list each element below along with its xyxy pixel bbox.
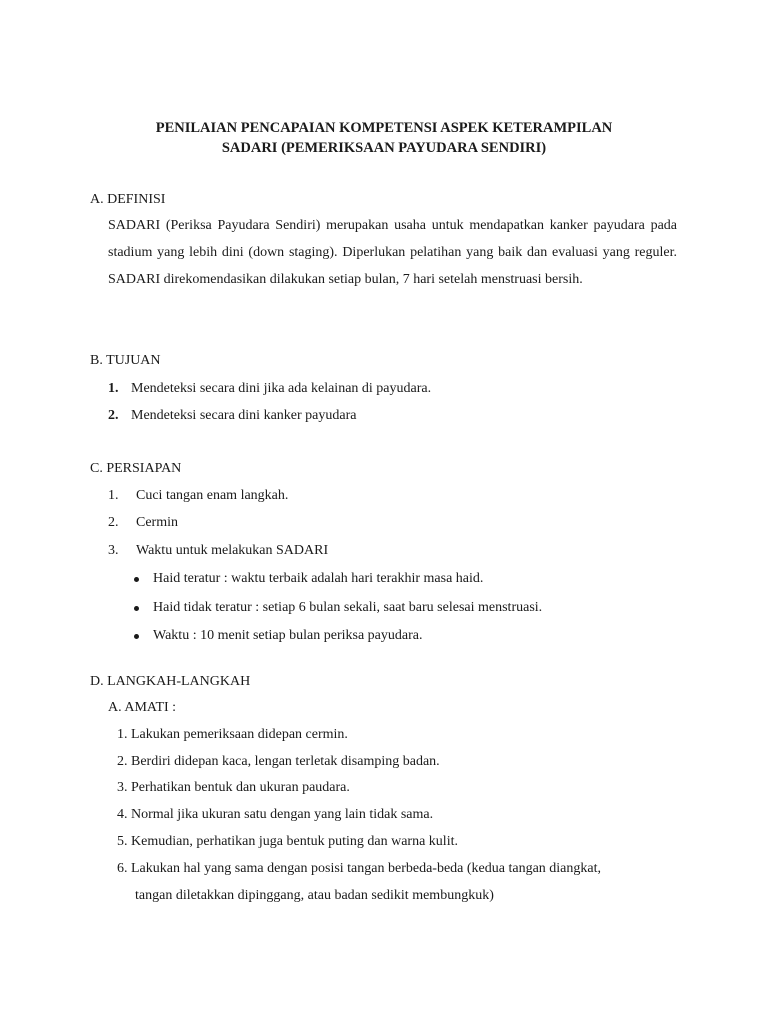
persiapan-item-2: Cermin [136,515,178,530]
persiapan-bullet-1: Haid teratur : waktu terbaik adalah hari terakhir masa haid. [153,571,484,586]
title-line-2: SADARI (PEMERIKSAAN PAYUDARA SENDIRI) [221,140,547,156]
amati-step-6: 6. Lakukan hal yang sama dengan posisi tangan berbeda-beda (kedua tangan diangkat, [117,861,601,876]
amati-step-5: 5. Kemudian, perhatikan juga bentuk puting dan warna kulit. [117,834,458,849]
tujuan-item-1: Mendeteksi secara dini jika ada kelainan di payudara. [131,381,432,396]
persiapan-bullet-3: Waktu : 10 menit setiap bulan periksa payudara. [153,628,423,643]
amati-step-1: 1. Lakukan pemeriksaan didepan cermin. [117,727,348,742]
persiapan-item-3: Waktu untuk melakukan SADARI [136,543,329,558]
amati-step-2: 2. Berdiri didepan kaca, lengan terletak disamping badan. [117,754,440,769]
amati-heading: A. AMATI : [108,700,177,715]
persiapan-item-1: Cuci tangan enam langkah. [136,488,289,503]
section-d-heading: D. LANGKAH-LANGKAH [90,674,251,689]
section-a-heading: A. DEFINISI [90,192,166,207]
section-c-heading: C. PERSIAPAN [90,461,182,476]
bullet-dot-icon [134,634,139,639]
title-line-1: PENILAIAN PENCAPAIAN KOMPETENSI ASPEK KETERAMPILAN [155,120,613,136]
tujuan-num-1: 1. [108,381,119,396]
definisi-paragraph: SADARI (Periksa Payudara Sendiri) merupakan usaha untuk mendapatkan kanker payudara pada stadium yang lebih dini (down staging). Diperlukan pelatihan yang baik dan evaluasi yang reguler. SADARI direkomendasikan dilakukan setiap bulan, 7 hari setelah menstruasi bersih. [108,218,677,287]
amati-step-4: 4. Normal jika ukuran satu dengan yang lain tidak sama. [117,807,434,822]
persiapan-num-3: 3. [108,543,119,558]
persiapan-num-1: 1. [108,488,119,503]
amati-step-6-continuation: tangan diletakkan dipinggang, atau badan sedikit membungkuk) [135,888,494,903]
persiapan-num-2: 2. [108,515,119,530]
persiapan-bullet-2: Haid tidak teratur : setiap 6 bulan sekali, saat baru selesai menstruasi. [153,600,543,615]
tujuan-num-2: 2. [108,408,119,423]
bullet-dot-icon [134,577,139,582]
amati-step-3: 3. Perhatikan bentuk dan ukuran paudara. [117,780,350,795]
bullet-dot-icon [134,606,139,611]
section-b-heading: B. TUJUAN [90,353,161,368]
tujuan-item-2: Mendeteksi secara dini kanker payudara [131,408,357,423]
